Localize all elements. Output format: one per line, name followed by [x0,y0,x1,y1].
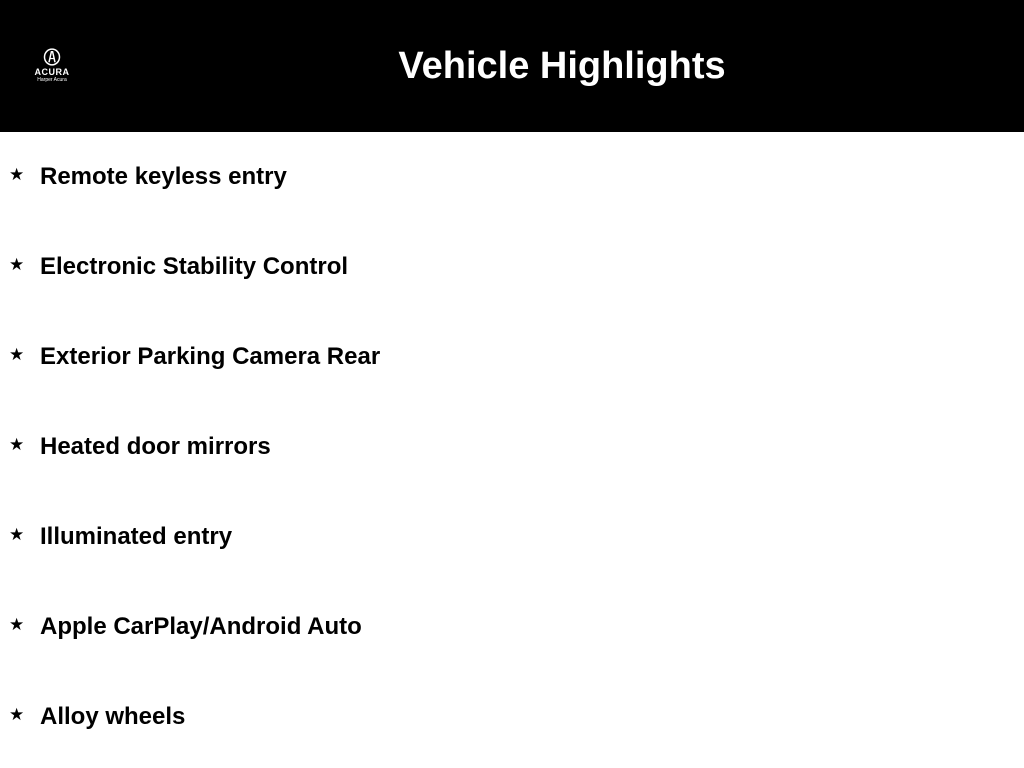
list-item [0,222,1024,312]
highlight-label: Apple CarPlay/Android Auto [40,613,362,640]
star-icon: ★ [9,705,25,724]
star-icon: ★ [9,345,25,364]
list-item [0,312,1024,402]
highlight-label: Exterior Parking Camera Rear [40,343,381,370]
star-icon: ★ [9,435,25,454]
list-item [0,132,1024,222]
list-item [0,582,1024,672]
highlight-label: Illuminated entry [40,523,233,550]
page-title: Vehicle Highlights [398,45,726,87]
highlight-label: Heated door mirrors [40,433,271,460]
logo-brand-text: ACURA [34,67,70,77]
acura-logo-icon [43,48,61,66]
highlight-label: Alloy wheels [40,703,186,730]
star-icon: ★ [9,255,25,274]
list-item [0,402,1024,492]
star-icon: ★ [9,615,25,634]
highlight-label: Electronic Stability Control [40,253,349,280]
highlights-list [0,132,1024,762]
star-icon: ★ [9,525,25,544]
logo-dealer-text: Harper Acura [37,77,67,83]
star-icon: ★ [9,165,25,184]
dealer-logo [22,48,82,90]
highlight-label: Remote keyless entry [40,163,287,190]
list-item [0,672,1024,762]
list-item [0,492,1024,582]
header-bar [0,0,1024,132]
